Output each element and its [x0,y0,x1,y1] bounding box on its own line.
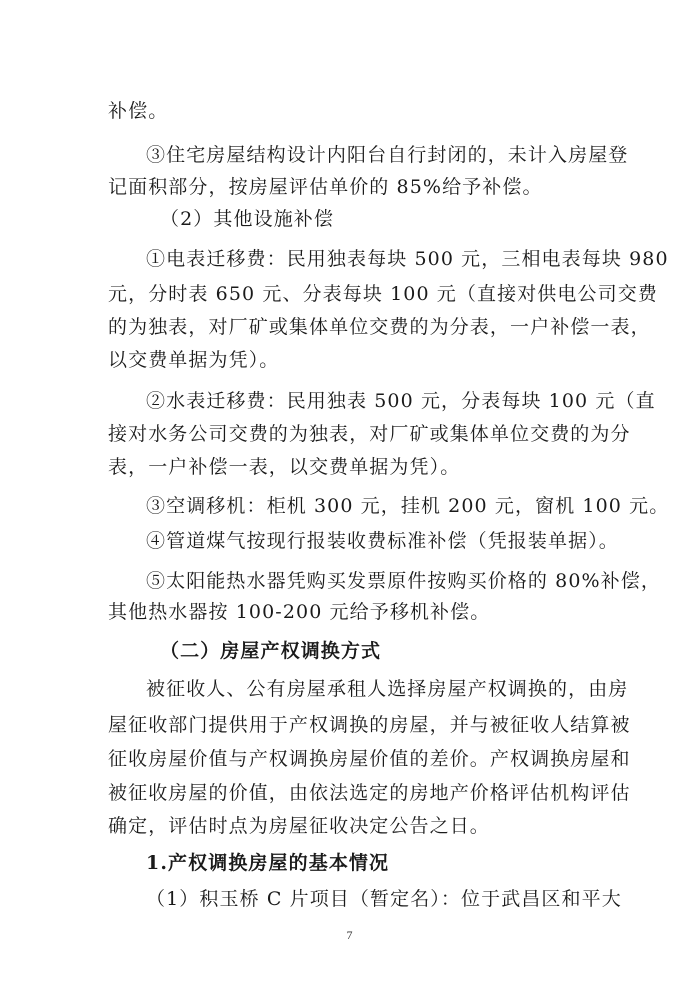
section-subheading: （2）其他设施补偿 [160,208,334,230]
text-line: 屋征收部门提供用于产权调换的房屋，并与被征收人结算被 [108,714,631,736]
page-number: 7 [346,928,353,942]
text-line: 确定，评估时点为房屋征收决定公告之日。 [108,815,490,837]
text-line: 以交费单据为凭）。 [108,349,280,371]
text-line: ⑤太阳能热水器凭购买发票原件按购买价格的 80%补偿， [146,570,661,592]
text-line: 的为独表，对厂矿或集体单位交费的为分表，一户补偿一表， [108,316,651,338]
section-heading: （二）房屋产权调换方式 [160,640,382,662]
text-line: ④管道煤气按现行报装收费标准补偿（凭报装单据）。 [146,530,619,552]
subsection-heading: 1.产权调换房屋的基本情况 [146,852,390,874]
text-line: 记面积部分，按房屋评估单价的 85%给予补偿。 [108,176,543,198]
text-line: 接对水务公司交费的为独表，对厂矿或集体单位交费的为分 [108,423,631,445]
text-line: 元，分时表 650 元、分表每块 100 元（直接对供电公司交费 [108,283,658,305]
text-line: 被征收房屋的价值，由依法选定的房地产价格评估机构评估 [108,782,631,804]
text-line: ②水表迁移费：民用独表 500 元，分表每块 100 元（直 [146,390,656,412]
text-line: ①电表迁移费：民用独表每块 500 元，三相电表每块 980 [146,248,669,270]
text-line: ③住宅房屋结构设计内阳台自行封闭的，未计入房屋登 [146,144,629,166]
text-line: ③空调移机：柜机 300 元，挂机 200 元，窗机 100 元。 [146,495,670,517]
text-line: 征收房屋价值与产权调换房屋价值的差价。产权调换房屋和 [108,748,631,770]
text-line: （1）积玉桥 C 片项目（暂定名）：位于武昌区和平大 [146,888,622,910]
text-line: 表，一户补偿一表，以交费单据为凭）。 [108,456,461,478]
text-line: 补偿。 [108,100,169,122]
text-line: 被征收人、公有房屋承租人选择房屋产权调换的，由房 [146,678,629,700]
text-line: 其他热水器按 100-200 元给予移机补偿。 [108,601,491,623]
